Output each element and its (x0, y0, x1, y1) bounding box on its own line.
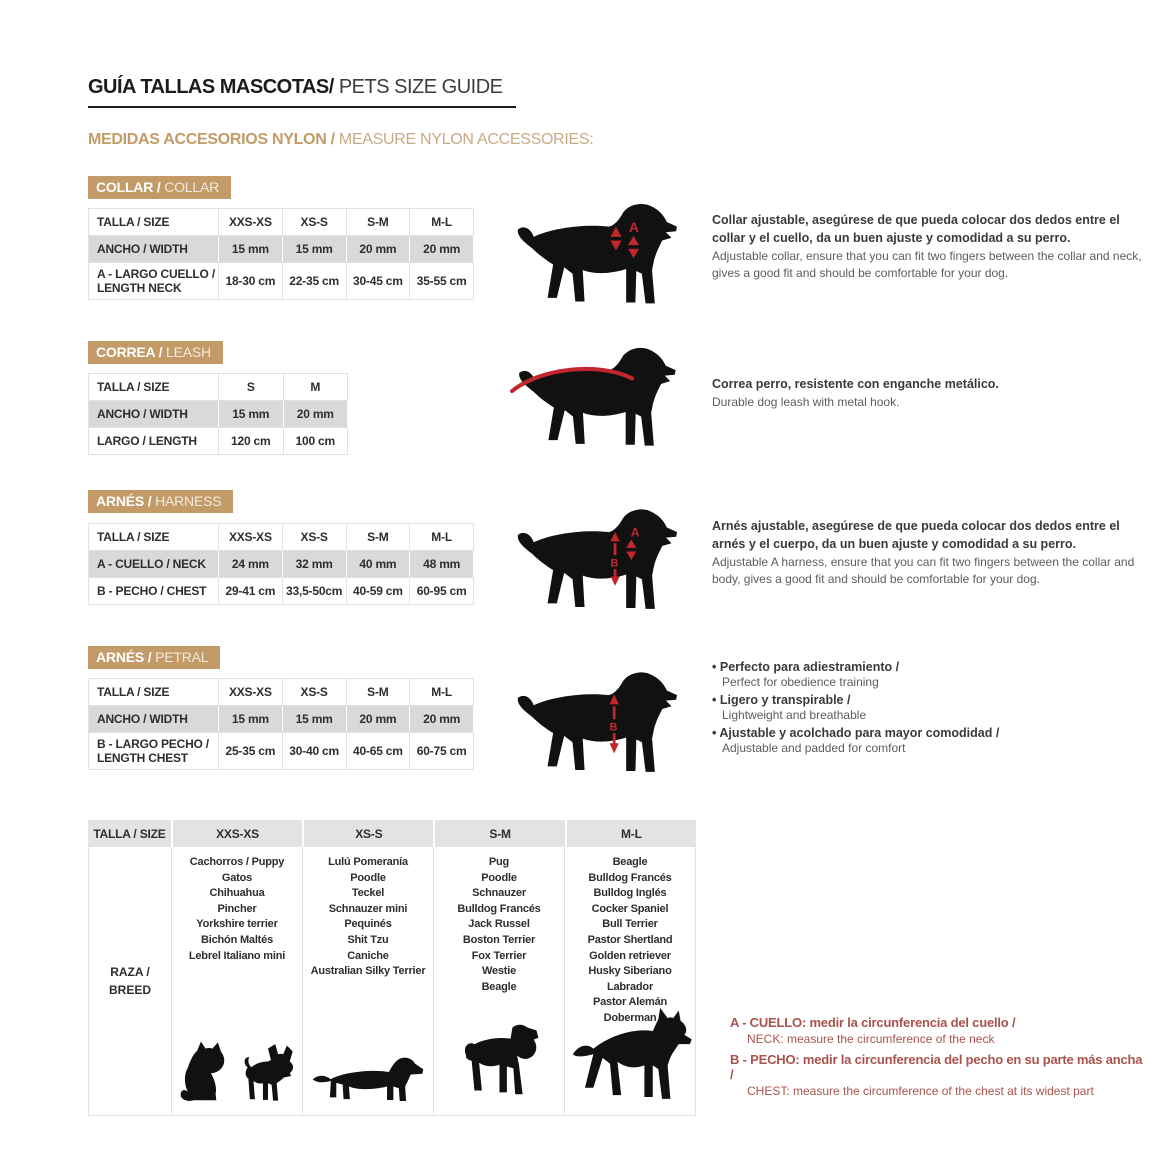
table-cell: 22-35 cm (282, 263, 346, 300)
breed-item: Boston Terrier (462, 934, 536, 947)
dog-silhouette-petral (505, 665, 690, 790)
table-header-cell: S-M (346, 524, 410, 551)
table-cell: 15 mm (282, 706, 346, 733)
harness-section-badge (88, 490, 233, 513)
table-header-cell: TALLA / SIZE (89, 209, 219, 236)
animal-figures (434, 1022, 564, 1110)
table-header-cell: S (219, 374, 284, 401)
collar-dog-figure (505, 198, 690, 325)
table-header-cell: M (283, 374, 348, 401)
breed-item: Shit Tzu (347, 934, 389, 947)
breed-item: Pug (488, 856, 510, 868)
table-cell: 15 mm (282, 236, 346, 263)
table-cell: 20 mm (283, 401, 348, 428)
table-cell: 60-75 cm (410, 733, 474, 770)
breed-item: Pequinés (344, 918, 392, 931)
leash-dog-figure (505, 342, 690, 467)
harness-desc-en: Adjustable A harness, ensure that you can fit two fingers between the collar and body, gives a good fit and should be comfortable for your dog. (712, 554, 1135, 586)
breed-col-m-l (565, 847, 696, 1115)
breed-item: Pastor Shertland (587, 934, 673, 947)
breed-list (172, 847, 302, 964)
dog-silhouette-collar (505, 198, 690, 320)
table-header-cell: XXS-XS (219, 679, 283, 706)
table-cell: 25-35 cm (219, 733, 283, 770)
table-cell: 20 mm (410, 236, 474, 263)
petral-section-badge (88, 646, 220, 669)
footnote-a-es: A - CUELLO: medir la circunferencia del cuello / (730, 1015, 1016, 1030)
breed-item: Poodle (481, 871, 517, 884)
breed-item: Gatos (221, 871, 253, 884)
petral-bullet-es: • Perfecto para adiestramiento / (712, 660, 1142, 674)
harness-desc-es: Arnés ajustable, asegúrese de que pueda colocar dos dedos entre el arnés y el cuerpo, da un buen ajuste y comodidad a su perro. (712, 519, 1120, 551)
table-cell: 60-95 cm (410, 578, 474, 605)
breed-item: Yorkshire terrier (196, 918, 278, 931)
breed-row-label (88, 847, 172, 1115)
footnote-a (730, 1015, 1144, 1046)
table-cell: B - LARGO PECHO / LENGTH CHEST (89, 733, 219, 770)
table-cell: 29-41 cm (219, 578, 283, 605)
table-cell: ANCHO / WIDTH (89, 401, 219, 428)
petral-bullet-en: Perfect for obedience training (722, 675, 879, 689)
table-header-cell: XS-S (282, 679, 346, 706)
breed-item: Cachorros / Puppy (189, 856, 285, 868)
breed-item: Beagle (612, 856, 648, 868)
breed-item: Golden retriever (589, 949, 671, 962)
table-header-cell: XXS-XS (219, 524, 283, 551)
table-cell: 48 mm (410, 551, 474, 578)
table-cell: B - PECHO / CHEST (89, 578, 219, 605)
cat-silhouette-icon (177, 1038, 231, 1110)
table-cell: 120 cm (219, 428, 284, 455)
page-subtitle-en: MEASURE NYLON ACCESSORIES: (338, 131, 594, 148)
footnote-b-es: B - PECHO: medir la circunferencia del pecho en su parte más ancha / (730, 1052, 1143, 1082)
table-header-cell: M-L (410, 524, 474, 551)
harness-size-table (88, 523, 474, 605)
leash-section-badge (88, 341, 223, 364)
page-title-es: GUÍA TALLAS MASCOTAS/ (88, 76, 334, 98)
breed-col-xxs-xs (172, 847, 303, 1115)
breed-item: Teckel (351, 887, 385, 900)
breed-item: Bull Terrier (602, 918, 658, 931)
breed-header-cell: XXS-XS (173, 820, 302, 847)
breed-item: Schnauzer (472, 887, 526, 900)
leash-desc-en: Durable dog leash with metal hook. (712, 394, 900, 409)
breed-table-body (88, 847, 696, 1116)
harness-dog-figure (505, 502, 690, 632)
breed-row-label-es: RAZA / (110, 965, 150, 979)
page-title-en: PETS SIZE GUIDE (333, 76, 503, 98)
breed-item: Bichón Maltés (201, 934, 273, 947)
dog-silhouette-leash (505, 342, 690, 462)
breed-item: Beagle (481, 980, 517, 993)
leash-badge-en: LEASH (166, 344, 211, 360)
breed-list (565, 847, 695, 1027)
table-cell: ANCHO / WIDTH (89, 236, 219, 263)
harness-badge-en: HARNESS (155, 493, 222, 509)
table-header-cell: XXS-XS (219, 209, 283, 236)
petral-bullet-es: • Ajustable y acolchado para mayor comodidad / (712, 726, 1142, 740)
petral-bullet (712, 726, 1142, 756)
breed-item: Bulldog Francés (588, 871, 672, 884)
svg-text:A: A (630, 525, 640, 540)
breed-item: Westie (481, 965, 517, 978)
breed-item: Jack Russel (468, 918, 530, 931)
table-cell: 40 mm (346, 551, 410, 578)
breed-row-label-en: BREED (108, 983, 151, 997)
dog-body-path (519, 348, 676, 446)
breed-item: Australian Silky Terrier (310, 965, 426, 978)
table-header-cell: M-L (410, 679, 474, 706)
petral-badge-es: ARNÉS / (96, 649, 156, 665)
table-cell: 40-59 cm (346, 578, 410, 605)
breed-header-cell: M-L (567, 820, 696, 847)
breed-item: Doberman (603, 1012, 657, 1025)
footnote-b-en: CHEST: measure the circumference of the chest at its widest part (747, 1084, 1094, 1098)
table-cell: 15 mm (219, 706, 283, 733)
breed-item: Poodle (350, 871, 386, 884)
breed-item: Schnauzer mini (328, 902, 408, 915)
petral-feature-list (712, 660, 1142, 760)
svg-text:B: B (610, 557, 619, 570)
table-cell: 15 mm (219, 236, 283, 263)
leash-badge-es: CORREA / (96, 344, 167, 360)
petral-bullet-en: Adjustable and padded for comfort (722, 741, 906, 756)
breed-item: Caniche (347, 949, 389, 962)
collar-desc-es: Collar ajustable, asegúrese de que pueda colocar dos dedos entre el collar y el cuello, da un buen ajuste y comodidad a su perro. (712, 213, 1120, 245)
chihuahua-silhouette-icon (239, 1042, 297, 1110)
table-header-cell: TALLA / SIZE (89, 374, 219, 401)
table-cell: A - LARGO CUELLO / LENGTH NECK (89, 263, 219, 300)
breed-item: Husky Siberiano (588, 965, 672, 978)
petral-badge-en: PETRAL (155, 649, 209, 665)
table-header-cell: TALLA / SIZE (89, 679, 219, 706)
collar-badge-en: COLLAR (164, 179, 220, 195)
leash-description (712, 376, 1142, 411)
table-cell: 20 mm (346, 236, 410, 263)
dog-body-path (518, 204, 677, 303)
svg-text:B: B (609, 721, 618, 734)
dog-silhouette-harness (505, 502, 690, 627)
measurement-footnotes (730, 1012, 1144, 1104)
svg-text:A: A (628, 219, 639, 236)
petral-dog-figure (505, 665, 690, 795)
petral-bullet-en: Lightweight and breathable (722, 708, 867, 723)
breed-col-s-m (434, 847, 565, 1115)
table-cell: 24 mm (219, 551, 283, 578)
table-cell: 35-55 cm (410, 263, 474, 300)
collar-badge-es: COLLAR / (96, 179, 165, 195)
breed-header-cell: S-M (435, 820, 564, 847)
table-header-cell: S-M (346, 679, 410, 706)
breed-item: Bulldog Inglés (593, 887, 667, 900)
petral-size-table (88, 678, 474, 770)
animal-figures (303, 1052, 433, 1110)
breed-item: Lulú Pomeranía (328, 856, 408, 868)
page-subtitle (88, 131, 593, 149)
page-title (88, 76, 516, 108)
collar-size-table (88, 208, 474, 300)
breed-list (303, 847, 433, 980)
table-cell: 40-65 cm (346, 733, 410, 770)
table-cell: 20 mm (346, 706, 410, 733)
doberman-silhouette-icon (567, 1006, 693, 1110)
breed-item: Pincher (217, 902, 257, 915)
dog-body-path (518, 672, 677, 771)
breed-table-header (88, 820, 696, 847)
footnote-b (730, 1052, 1144, 1098)
petral-bullet (712, 660, 1142, 690)
table-header-cell: M-L (410, 209, 474, 236)
table-header-cell: S-M (346, 209, 410, 236)
breed-item: Cocker Spaniel (591, 902, 669, 915)
table-cell: 32 mm (282, 551, 346, 578)
breed-col-xs-s (303, 847, 434, 1115)
table-cell: 33,5-50cm (282, 578, 346, 605)
footnote-a-en: NECK: measure the circumference of the neck (747, 1032, 995, 1046)
breed-item: Chihuahua (209, 887, 265, 900)
collar-section-badge (88, 176, 231, 199)
schnauzer-silhouette-icon (455, 1022, 543, 1110)
animal-figures (172, 1038, 302, 1110)
breed-item: Bulldog Francés (457, 902, 541, 915)
table-header-cell: TALLA / SIZE (89, 524, 219, 551)
breed-item: Pastor Alemán (592, 996, 668, 1009)
petral-bullet (712, 693, 1142, 723)
collar-desc-en: Adjustable collar, ensure that you can fit two fingers between the collar and neck, gives a good fit and should be comfortable for your dog. (712, 248, 1142, 280)
leash-desc-es: Correa perro, resistente con enganche metálico. (712, 377, 999, 391)
breed-header-cell: XS-S (304, 820, 433, 847)
collar-description (712, 212, 1142, 282)
table-header-cell: XS-S (282, 209, 346, 236)
breed-header-cell: TALLA / SIZE (88, 820, 171, 847)
harness-badge-es: ARNÉS / (96, 493, 156, 509)
table-cell: LARGO / LENGTH (89, 428, 219, 455)
table-cell: ANCHO / WIDTH (89, 706, 219, 733)
dachshund-silhouette-icon (309, 1052, 427, 1110)
animal-figures (565, 1006, 695, 1110)
table-cell: 20 mm (410, 706, 474, 733)
table-cell: A - CUELLO / NECK (89, 551, 219, 578)
table-cell: 100 cm (283, 428, 348, 455)
page-subtitle-es: MEDIDAS ACCESORIOS NYLON / (88, 131, 339, 148)
table-header-cell: XS-S (282, 524, 346, 551)
breed-item: Labrador (606, 980, 654, 993)
harness-description (712, 518, 1142, 588)
petral-measure-marks-b (610, 694, 619, 753)
breed-item: Fox Terrier (471, 949, 527, 962)
table-cell: 30-45 cm (346, 263, 410, 300)
petral-bullet-es: • Ligero y transpirable / (712, 693, 1142, 707)
breed-item: Lebrel Italiano mini (188, 949, 286, 962)
table-cell: 30-40 cm (282, 733, 346, 770)
leash-size-table (88, 373, 348, 455)
table-cell: 15 mm (219, 401, 284, 428)
dog-body-path (518, 509, 677, 608)
table-cell: 18-30 cm (219, 263, 283, 300)
breed-list (434, 847, 564, 995)
breed-size-table (88, 820, 696, 1116)
